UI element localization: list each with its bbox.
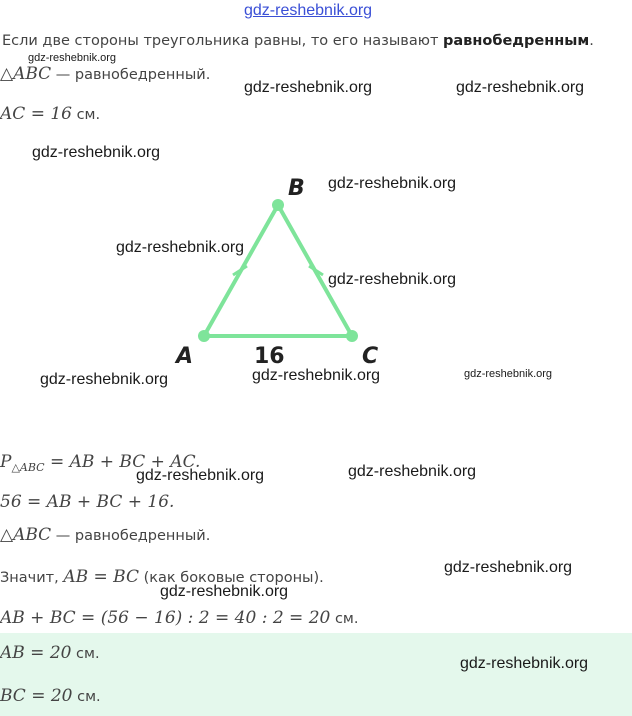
watermark: gdz-reshebnik.org xyxy=(32,144,161,161)
watermark-small: gdz-reshebnik.org xyxy=(464,368,553,380)
conclusion-reason: (как боковые стороны). xyxy=(138,570,324,586)
vertex-b-dot xyxy=(272,199,284,211)
definition-text: Если две стороны треугольника равны, то его называют xyxy=(2,33,443,49)
side-calculation xyxy=(0,608,358,628)
answer-bc-math: BC = 20 xyxy=(0,686,73,706)
definition-period: . xyxy=(589,33,594,49)
triangle-name: △ABC xyxy=(0,64,52,84)
watermark: gdz-reshebnik.org xyxy=(244,79,373,96)
vertex-c-label: C xyxy=(362,344,379,369)
substitution-math: 56 = AB + BC + 16. xyxy=(0,492,175,512)
watermark: gdz-reshebnik.org xyxy=(348,463,477,480)
answer-bc xyxy=(0,686,101,706)
answer-ab-unit: см. xyxy=(71,646,100,662)
triangle-name-2: △ABC xyxy=(0,525,52,545)
vertex-b-label: B xyxy=(288,176,305,201)
watermark: gdz-reshebnik.org xyxy=(160,583,289,600)
conclusion-math: AB = BC xyxy=(63,567,139,587)
watermark: gdz-reshebnik.org xyxy=(116,239,245,256)
watermark-small: gdz-reshebnik.org xyxy=(28,52,117,64)
perimeter-subscript: △ABC xyxy=(11,461,45,475)
answer-bc-unit: см. xyxy=(72,689,101,705)
base-length-label: 16 xyxy=(254,344,285,369)
vertex-c-dot xyxy=(346,330,358,342)
perimeter-symbol: P xyxy=(0,452,12,472)
perimeter-sum: = AB + BC + AC. xyxy=(44,452,201,472)
statement-isosceles-2 xyxy=(0,525,210,545)
watermark: gdz-reshebnik.org xyxy=(460,655,589,672)
watermark: gdz-reshebnik.org xyxy=(40,371,169,388)
statement-text-2: — равнобедренный. xyxy=(51,528,211,544)
given-ac-unit: см. xyxy=(71,107,101,123)
definition-term: равнобедренным xyxy=(443,33,590,49)
watermark: gdz-reshebnik.org xyxy=(136,467,265,484)
watermark: gdz-reshebnik.org xyxy=(444,559,573,576)
conclusion-lead: Значит, xyxy=(0,570,64,586)
calculation-unit: см. xyxy=(330,611,359,627)
vertex-a-label: A xyxy=(176,344,194,369)
watermark-top-link[interactable]: gdz-reshebnik.org xyxy=(244,2,373,19)
statement-text: — равнобедренный. xyxy=(51,67,211,83)
vertex-a-dot xyxy=(198,330,210,342)
calculation-math: AB + BC = (56 − 16) : 2 = 40 : 2 = 20 xyxy=(0,608,331,628)
given-ac-math: AC = 16 xyxy=(0,104,72,124)
perimeter-substitution xyxy=(0,492,174,512)
answer-ab xyxy=(0,643,100,663)
watermark: gdz-reshebnik.org xyxy=(328,175,457,192)
watermark: gdz-reshebnik.org xyxy=(456,79,585,96)
answer-ab-math: AB = 20 xyxy=(0,643,72,663)
watermark: gdz-reshebnik.org xyxy=(328,271,457,288)
watermark: gdz-reshebnik.org xyxy=(252,367,381,384)
